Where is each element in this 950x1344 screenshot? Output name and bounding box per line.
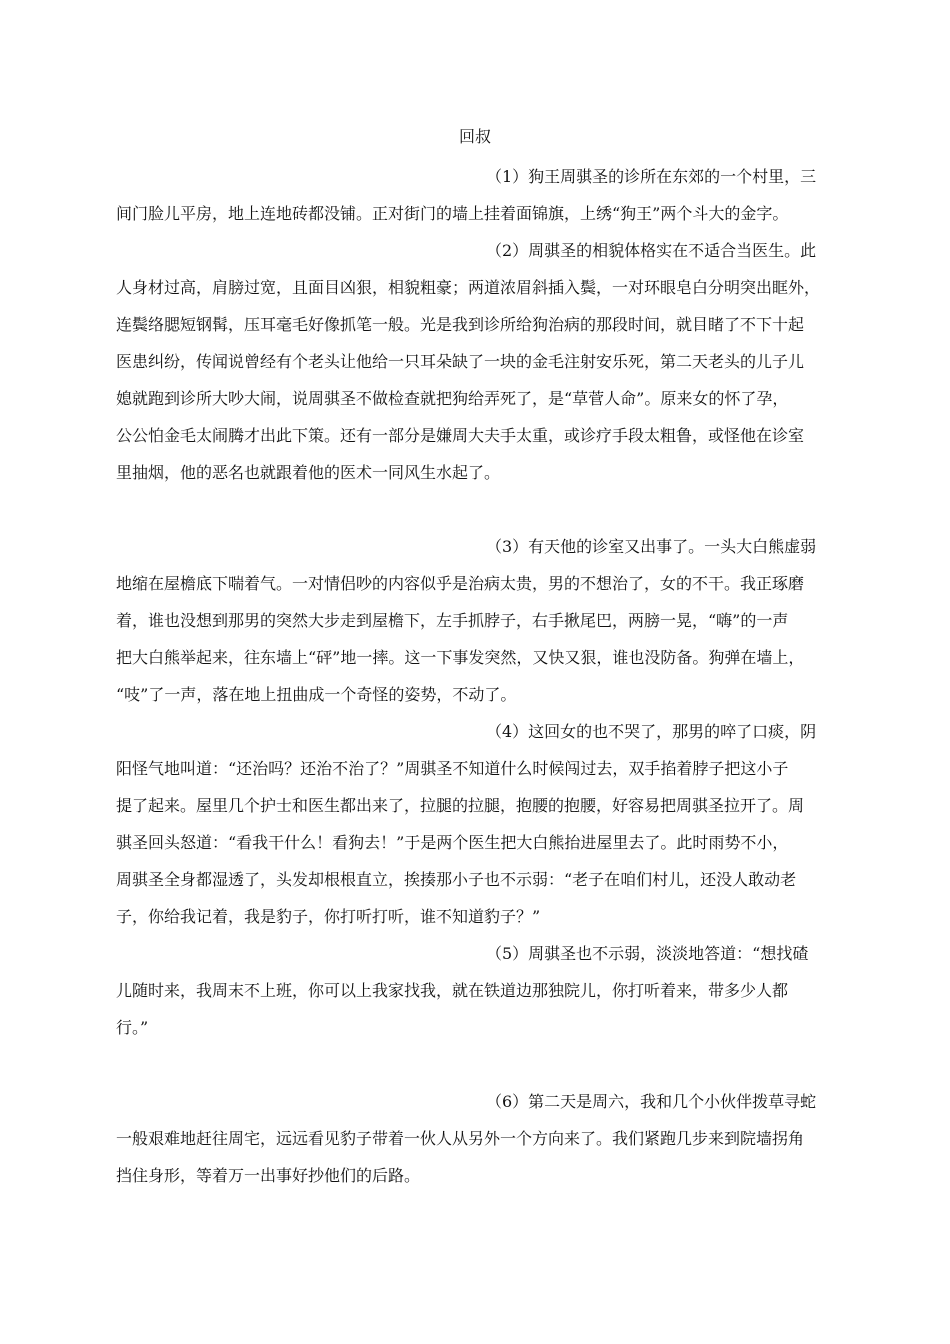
text-line: （1）狗王周骐圣的诊所在东郊的一个村里，三	[486, 167, 817, 186]
text-line: 媳就跑到诊所大吵大闹，说周骐圣不做检查就把狗给弄死了，是“草菅人命”。原来女的怀了孕，	[116, 389, 789, 408]
paragraph-3	[116, 528, 838, 713]
text-line: “吱”了一声，落在地上扭曲成一个奇怪的姿势，不动了。	[116, 685, 517, 704]
text-line: 骐圣回头怒道：“看我干什么！看狗去！”于是两个医生把大白熊抬进屋里去了。此时雨势不小，	[116, 833, 789, 852]
text-line: 一般艰难地赶往周宅，远远看见豹子带着一伙人从另外一个方向来了。我们紧跑几步来到院墙拐角	[116, 1129, 805, 1148]
paragraph-4	[116, 713, 838, 935]
text-line: （3）有天他的诊室又出事了。一头大白熊虚弱	[486, 537, 817, 556]
text-line: 阳怪气地叫道：“还治吗？还治不治了？”周骐圣不知道什么时候闯过去，双手掐着脖子把这小子	[116, 759, 789, 778]
text-line: 里抽烟，他的恶名也就跟着他的医术一同风生水起了。	[116, 463, 501, 482]
text-line: 提了起来。屋里几个护士和医生都出来了，拉腿的拉腿，抱腰的抱腰，好容易把周骐圣拉开了。周	[116, 796, 805, 815]
document-title: 回叔	[458, 127, 491, 146]
text-line: 子，你给我记着，我是豹子，你打听打听，谁不知道豹子？”	[116, 907, 541, 926]
text-line: 连鬓络腮短钢髯，压耳毫毛好像抓笔一般。光是我到诊所给狗治病的那段时间，就目睹了不下十起	[116, 315, 805, 334]
text-line: 间门脸儿平房，地上连地砖都没铺。正对街门的墙上挂着面锦旗，上绣“狗王”两个斗大的金字。	[116, 204, 789, 223]
paragraph-6	[116, 1083, 838, 1194]
text-line: 公公怕金毛太闹腾才出此下策。还有一部分是嫌周大夫手太重，或诊疗手段太粗鲁，或怪他在诊室	[116, 426, 805, 445]
text-line: 人身材过高，肩膀过宽，且面目凶狠，相貌粗豪；两道浓眉斜插入鬓，一对环眼皂白分明突出眶外，	[116, 278, 821, 297]
text-line: （4）这回女的也不哭了，那男的啐了口痰，阴	[486, 722, 817, 741]
paragraph-2	[116, 232, 838, 491]
paragraph-5	[116, 935, 838, 1046]
text-line: 着，谁也没想到那男的突然大步走到屋檐下，左手抓脖子，右手揪尾巴，两膀一晃，“嗨”的一声	[116, 611, 789, 630]
text-line: 医患纠纷，传闻说曾经有个老头让他给一只耳朵缺了一块的金毛注射安乐死，第二天老头的儿子儿	[116, 352, 805, 371]
text-line: 周骐圣全身都湿透了，头发却根根直立，挨揍那小子也不示弱：“老子在咱们村儿，还没人敢动老	[116, 870, 797, 889]
text-line: （5）周骐圣也不示弱，淡淡地答道：“想找碴	[486, 944, 809, 963]
text-line: 挡住身形，等着万一出事好抄他们的后路。	[116, 1166, 421, 1185]
text-line: 地缩在屋檐底下喘着气。一对情侣吵的内容似乎是治病太贵，男的不想治了，女的不干。我正琢磨	[116, 574, 805, 593]
text-line: 把大白熊举起来，往东墙上“砰”地一摔。这一下事发突然，又快又狠，谁也没防备。狗弹在墙上，	[116, 648, 805, 667]
text-line: （2）周骐圣的相貌体格实在不适合当医生。此	[486, 241, 817, 260]
text-line: 行。”	[116, 1018, 149, 1037]
text-line: 儿随时来，我周末不上班，你可以上我家找我，就在铁道边那独院儿，你打听着来，带多少人都	[116, 981, 789, 1000]
text-line: （6）第二天是周六，我和几个小伙伴拨草寻蛇	[486, 1092, 817, 1111]
paragraph-1	[116, 158, 838, 232]
